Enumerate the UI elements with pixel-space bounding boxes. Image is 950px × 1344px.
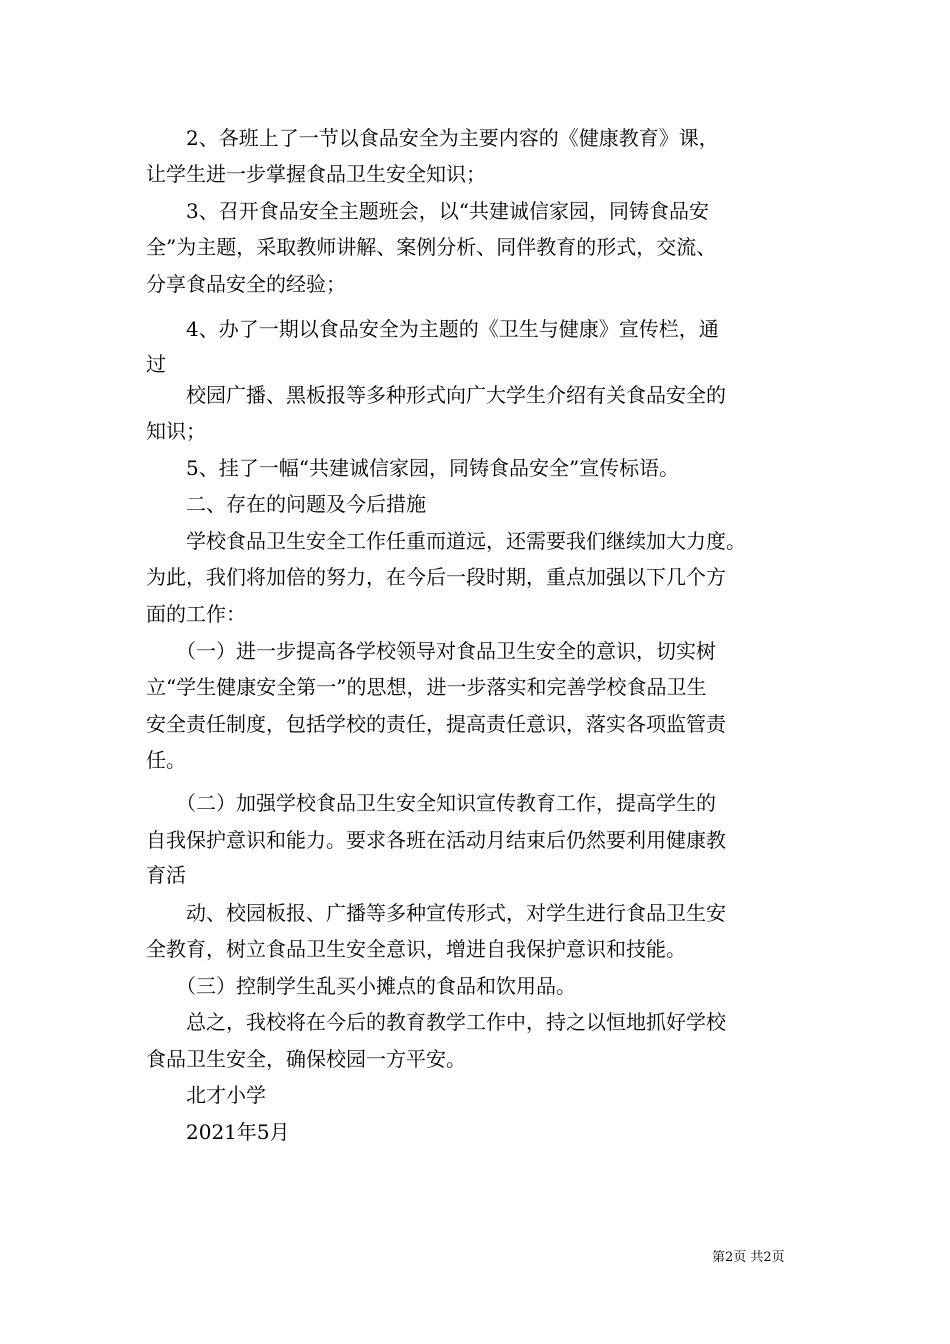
text-line: 2、各班上了一节以食品安全为主要内容的《健康教育》课， <box>146 126 719 150</box>
text-line: 校园广播、黑板报等多种形式向广大学生介绍有关食品安全的 <box>146 383 726 407</box>
text-line: 学校食品卫生安全工作任重而道远，还需要我们继续加大力度。 <box>146 529 746 553</box>
text-line: 4、办了一期以食品安全为主题的《卫生与健康》宣传栏，通 <box>146 317 719 341</box>
text-line: 让学生进一步掌握食品卫生安全知识； <box>146 162 486 186</box>
text-line: 任。 <box>146 748 186 772</box>
text-line: 自我保护意识和能力。要求各班在活动月结束后仍然要利用健康教 <box>146 828 726 852</box>
page-number-footer: 第2页 共2页 <box>712 1250 785 1265</box>
text-line: 为此，我们将加倍的努力，在今后一段时期，重点加强以下几个方 <box>146 565 726 589</box>
text-line: 3、召开食品安全主题班会，以“共建诚信家园，同铸食品安 <box>146 199 709 223</box>
text-line: （三）控制学生乱买小摊点的食品和饮用品。 <box>146 974 576 998</box>
text-line: 面的工作： <box>146 602 246 626</box>
signature-school: 北才小学 <box>146 1083 266 1107</box>
text-line: 立“学生健康安全第一”的思想，进一步落实和完善学校食品卫生 <box>146 675 707 699</box>
text-line: 安全责任制度，包括学校的责任，提高责任意识，落实各项监管责 <box>146 712 726 736</box>
text-line: 食品卫生安全，确保校园一方平安。 <box>146 1047 466 1071</box>
text-line: 分享食品安全的经验； <box>146 272 346 296</box>
signature-date: 2021年5月 <box>146 1120 290 1144</box>
text-line: 过 <box>146 352 166 376</box>
text-line: 总之，我校将在今后的教育教学工作中，持之以恒地抓好学校 <box>146 1010 726 1034</box>
text-line: 全教育，树立食品卫生安全意识，增进自我保护意识和技能。 <box>146 937 686 961</box>
text-line: （二）加强学校食品卫生安全知识宣传教育工作，提高学生的 <box>146 791 716 815</box>
text-line: 动、校园板报、广播等多种宣传形式，对学生进行食品卫生安 <box>146 901 726 925</box>
section-heading: 二、存在的问题及今后措施 <box>146 492 426 516</box>
text-line: 5、挂了一幅“共建诚信家园，同铸食品安全”宣传标语。 <box>146 456 680 480</box>
text-line: 育活 <box>146 863 186 887</box>
text-line: （一）进一步提高各学校领导对食品卫生安全的意识，切实树 <box>146 639 716 663</box>
text-line: 全”为主题，采取教师讲解、案例分析、同伴教育的形式，交流、 <box>146 235 717 259</box>
text-line: 知识； <box>146 419 206 443</box>
